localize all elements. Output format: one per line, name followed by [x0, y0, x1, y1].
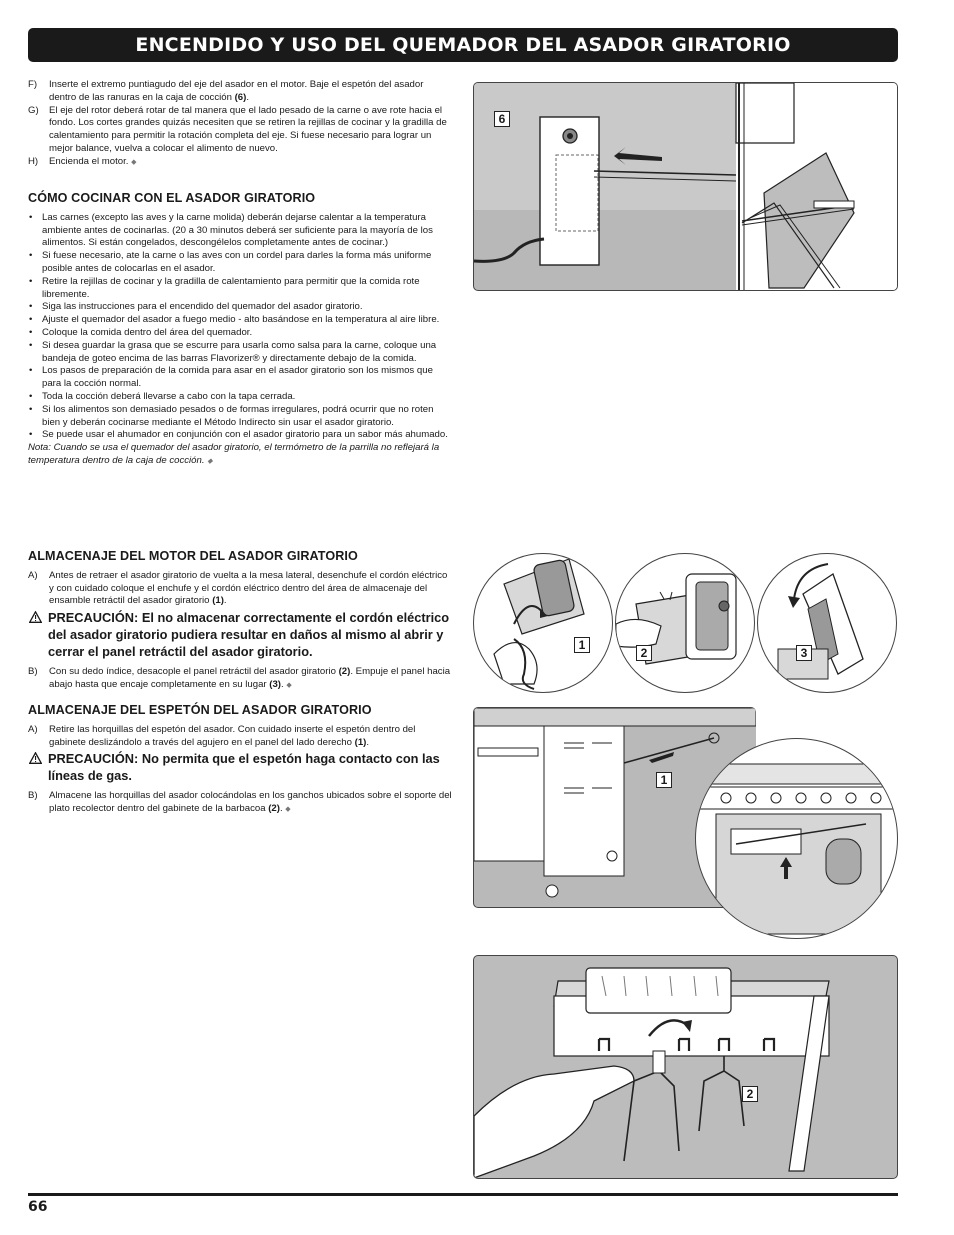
figure-label: 3 — [796, 645, 812, 661]
end-diamond-icon: ◆ — [131, 158, 137, 166]
motor-step-a: A) Antes de retraer el asador giratorio de vuelta a la mesa lateral, desenchufe el cordón eléctrico y con cuidado coloque el enchufe y el cordón eléctrico dentro del área de almacenaje del ensamble retráctil del asador giratorio (1). — [28, 569, 448, 607]
motor-storage-heading: ALMACENAJE DEL MOTOR DEL ASADOR GIRATORIO — [28, 549, 358, 563]
list-item: • Los pasos de preparación de la comida para asar en el asador giratorio son los mismos que para la cocción normal. — [29, 365, 433, 390]
figure-motor-step-1 — [473, 553, 613, 693]
rotisserie-motor-illustration — [474, 83, 897, 290]
list-item: • Siga las instrucciones para el encendido del quemador del asador giratorio. — [29, 301, 363, 313]
spit-step-b: B) Almacene las horquillas del asador colocándolas en los ganchos ubicados sobre el soporte del plato recolector dentro del gabinete de la barbacoa (2). ◆ — [28, 790, 452, 815]
list-item: • Las carnes (excepto las aves y la carne molida) deberán dejarse calentar a la temperatura ambiente antes de cocinarlas. (20 a 30 minutos deberá ser suficiente para la mayoría de los alimentos. Si están congelados, descongélelos completamente antes de cocinar.) — [29, 211, 433, 249]
cooking-note: Nota: Cuando se usa el quemador del asador giratorio, el termómetro de la parrilla no reflejará la temperatura dentro de la caja de cocción. ◆ — [28, 442, 440, 466]
figure-label: 1 — [656, 772, 672, 788]
cooking-heading: CÓMO COCINAR CON EL ASADOR GIRATORIO — [28, 191, 316, 205]
list-item: • Coloque la comida dentro del área del quemador. — [29, 326, 253, 338]
page-title: ENCENDIDO Y USO DEL QUEMADOR DEL ASADOR GIRATORIO — [135, 34, 791, 56]
list-item: • Retire la rejillas de cocinar y la gradilla de calentamiento para permitir que la comida rote libremente. — [29, 275, 420, 300]
list-item: • Si fuese necesario, ate la carne o las aves con un cordel para darles la forma más uniforme posible antes de colocarlas en el asador. — [29, 250, 432, 274]
cooking-section — [28, 192, 452, 469]
page-number: 66 — [28, 1199, 48, 1215]
warning-icon — [29, 752, 42, 764]
cord-storage-illustration — [474, 554, 612, 692]
motor-storage-section — [28, 550, 452, 693]
figure-label: 2 — [636, 645, 652, 661]
warning-icon — [29, 611, 42, 623]
fork-hooks-illustration — [474, 956, 897, 1178]
release-panel-illustration — [616, 554, 754, 692]
end-diamond-icon: ◆ — [286, 681, 292, 689]
list-item: • Si desea guardar la grasa que se escurre para usarla como salsa para la carne, coloque una bandeja de goteo encima de las barras Flavorizer® y directamente debajo de la comida. — [29, 339, 437, 364]
list-item: • Toda la cocción deberá llevarse a cabo con la tapa cerrada. — [29, 390, 296, 402]
figure-label: 6 — [494, 111, 510, 127]
steps-f-h — [28, 79, 452, 170]
end-diamond-icon: ◆ — [207, 457, 213, 465]
figure-motor-step-2 — [615, 553, 755, 693]
step-g: G) El eje del rotor deberá rotar de tal manera que el lado pesado de la carne o ave rote hacia el fondo. Los cortes grandes quizás necesiten que se retiren la rejillas de cocinar y la gradilla de calentamiento para permitir la rotación completa del eje. Si fuese necesario para lograr un mejor balance, vuelva a colocar el alimento de nuevo. — [28, 104, 447, 154]
footer-divider — [28, 1193, 898, 1196]
step-f: F) Inserte el extremo puntiagudo del eje del asador en el motor. Baje el espetón del asador dentro de las ranuras en la caja de cocción (6). — [28, 79, 424, 103]
spit-caution: PRECAUCIÓN: No permita que el espetón haga contacto con las líneas de gas. — [28, 750, 452, 784]
push-panel-illustration — [758, 554, 896, 692]
figure-6-rotisserie-motor — [473, 82, 898, 291]
page-header — [28, 28, 898, 62]
spit-storage-heading: ALMACENAJE DEL ESPETÓN DEL ASADOR GIRATORIO — [28, 703, 372, 717]
step-h: H) Encienda el motor. ◆ — [28, 155, 137, 167]
motor-step-b: B) Con su dedo índice, desacople el panel retráctil del asador giratorio (2). Empuje el panel hacia abajo hasta que encaje completamente en su lugar (3). ◆ — [28, 666, 451, 690]
figure-spit-detail — [695, 738, 898, 939]
spit-step-a: A) Retire las horquillas del espetón del asador. Con cuidado inserte el espetón dentro del gabinete deslizándolo a través del agujero en el panel del lado derecho (1). — [28, 723, 416, 748]
cabinet-detail-illustration — [696, 739, 897, 938]
figure-fork-storage — [473, 955, 898, 1179]
figure-motor-step-3 — [757, 553, 897, 693]
list-item: • Si los alimentos son demasiado pesados o de formas irregulares, podrá ocurrir que no roten bien y deberán cocinarse mediante el Método Indirecto sin usar el asador giratorio. — [29, 403, 434, 428]
motor-caution: PRECAUCIÓN: El no almacenar correctamente el cordón eléctrico del asador giratorio pudiera resultar en daños al mismo al abrir y cerrar el panel retráctil del asador giratorio. — [28, 609, 452, 660]
list-item: • Ajuste el quemador del asador a fuego medio - alto basándose en la temperatura al aire libre. — [29, 314, 440, 326]
spit-storage-section — [28, 704, 452, 817]
figure-label: 2 — [742, 1086, 758, 1102]
figure-label: 1 — [574, 637, 590, 653]
end-diamond-icon: ◆ — [285, 806, 291, 814]
list-item: • Se puede usar el ahumador en conjunción con el asador giratorio para un sabor más ahumado. — [29, 429, 448, 441]
